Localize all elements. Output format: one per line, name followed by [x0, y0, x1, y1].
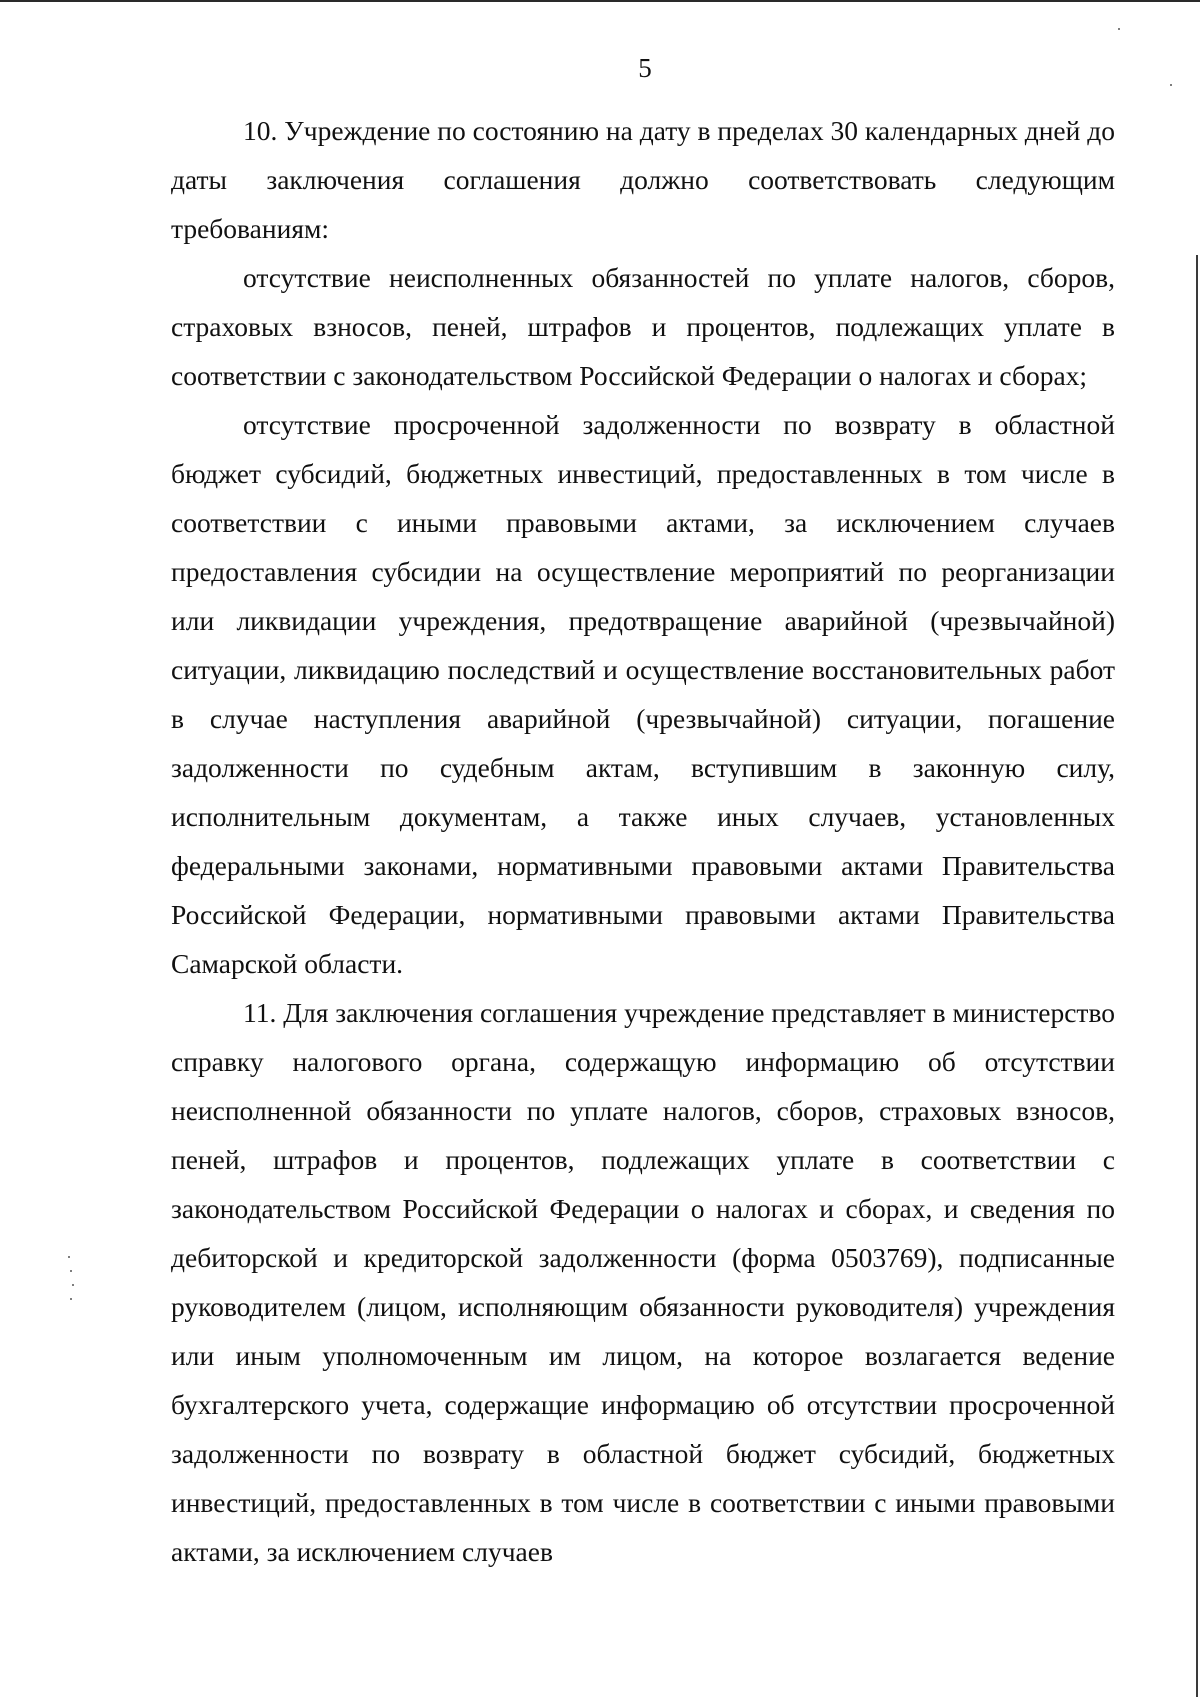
scan-speck	[68, 1256, 70, 1258]
scan-right-border	[1196, 255, 1198, 1697]
paragraph-10-intro: 10. Учреждение по состоянию на дату в пределах 30 календарных дней до даты заключения соглашения должно соответствовать следующим требованиям:	[171, 115, 1115, 244]
page-number: 5	[638, 53, 652, 83]
scan-speck	[70, 1298, 72, 1300]
paragraph-requirement-taxes: отсутствие неисполненных обязанностей по уплате налогов, сборов, страховых взносов, пеней, штрафов и процентов, подлежащих уплате в соответствии с законодательством Российской Федерации о налогах и сборах;	[171, 262, 1115, 391]
scan-speck	[72, 1284, 74, 1286]
scan-top-border	[0, 0, 1200, 2]
scan-speck	[1170, 84, 1172, 86]
paragraph-11: 11. Для заключения соглашения учреждение представляет в министерство справку налогового органа, содержащую информацию об отсутствии неисполненной обязанности по уплате налогов, сборов, страховых взносов, пеней, штрафов и процентов, подлежащих уплате в соответствии с законодательством Российской Федерации о налогах и сборах, и сведения по дебиторской и кредиторской задолженности (форма 0503769), подписанные руководителем (лицом, исполняющим обязанности руководителя) учреждения или иным уполномоченным им лицом, на которое возлагается ведение бухгалтерского учета, содержащие информацию об отсутствии просроченной задолженности по возврату в областной бюджет субсидий, бюджетных инвестиций, предоставленных в том числе в соответствии с иными правовыми актами, за исключением случаев	[171, 997, 1115, 1567]
document-body	[171, 106, 1115, 1576]
scan-speck	[70, 1270, 72, 1272]
scan-speck	[1118, 28, 1120, 30]
paragraph-requirement-debt: отсутствие просроченной задолженности по возврату в областной бюджет субсидий, бюджетных инвестиций, предоставленных в том числе в соответствии с иными правовыми актами, за исключением случаев предоставления субсидии на осуществление мероприятий по реорганизации или ликвидации учреждения, предотвращение аварийной (чрезвычайной) ситуации, ликвидацию последствий и осуществление восстановительных работ в случае наступления аварийной (чрезвычайной) ситуации, погашение задолженности по судебным актам, вступившим в законную силу, исполнительным документам, а также иных случаев, установленных федеральными законами, нормативными правовыми актами Правительства Российской Федерации, нормативными правовыми актами Правительства Самарской области.	[171, 409, 1115, 979]
